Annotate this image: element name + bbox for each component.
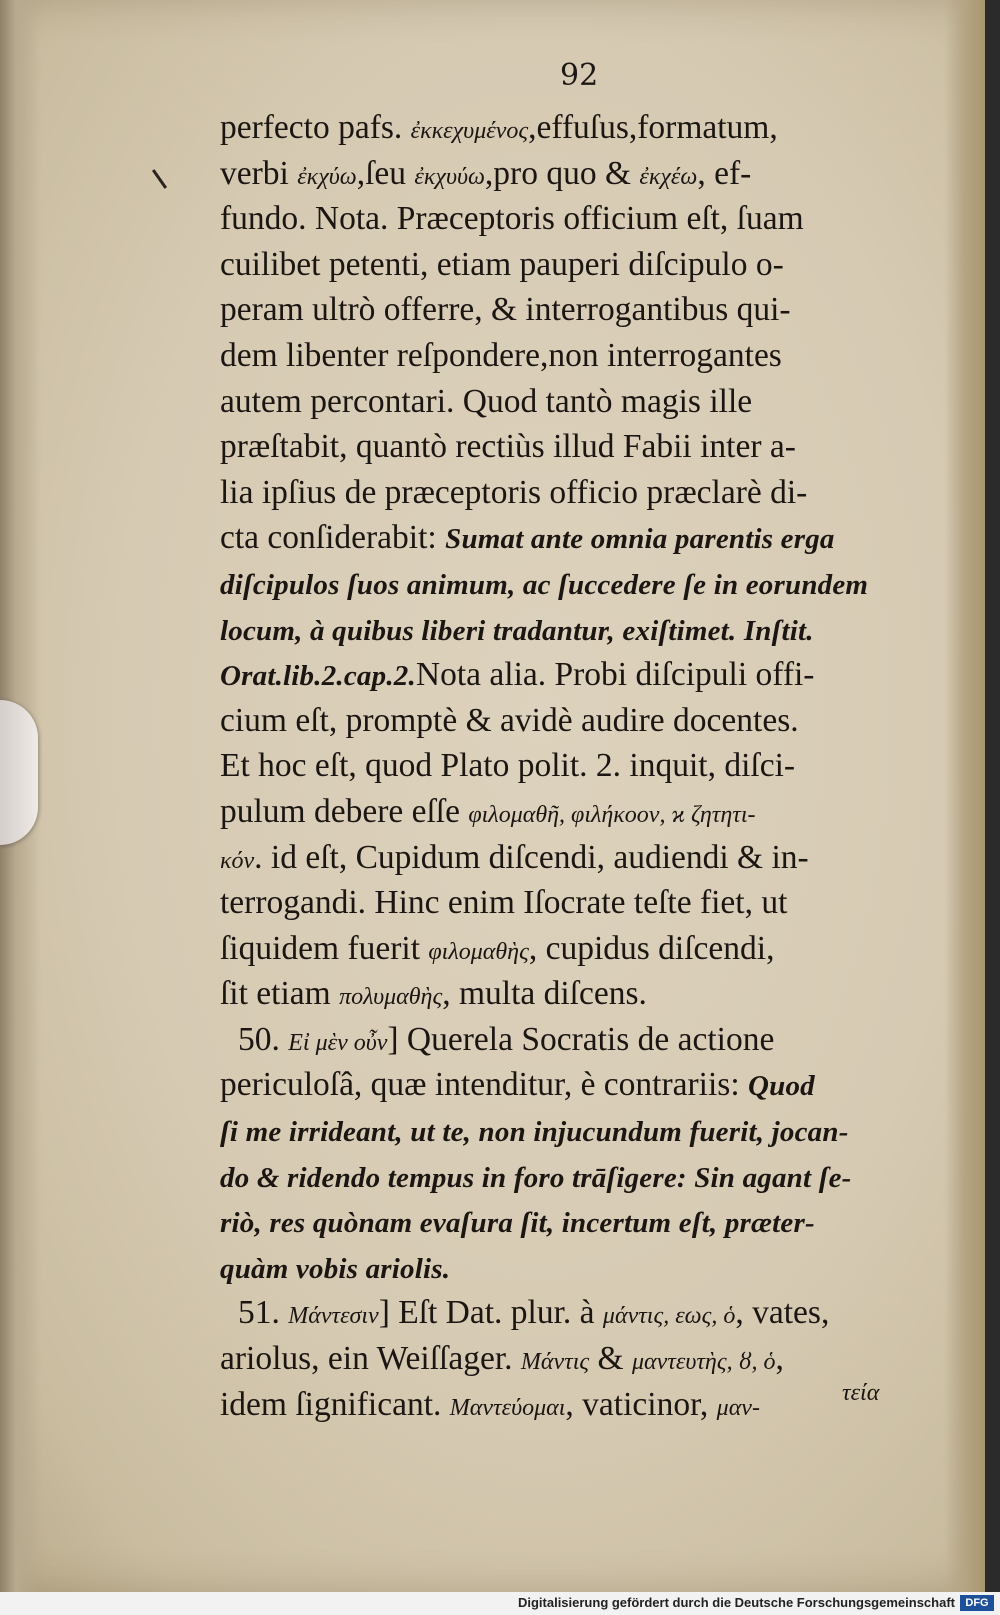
greek-text: φιλομαθῆ, φιλήκοον, ϰ ζητητι- [468, 801, 756, 828]
text-run: ſiquidem fuerit [220, 929, 429, 967]
text-line [220, 333, 935, 379]
text-run: idem ſignificant. [220, 1385, 450, 1423]
text-line [220, 105, 935, 151]
text-run: , ef- [697, 154, 752, 192]
text-line [220, 607, 935, 653]
greek-text: Μάντις [520, 1349, 590, 1376]
text-run: ] Querela Socratis de actione [387, 1020, 775, 1058]
footer-bar [0, 1592, 1000, 1615]
text-line [220, 470, 935, 516]
text-line [220, 561, 935, 607]
text-run: cuilibet petenti, etiam pauperi diſcipulo o- [220, 245, 784, 283]
text-run: ,ſeu [356, 154, 415, 192]
greek-text: Εἰ μὲν οὖν [288, 1029, 388, 1056]
text-run: autem percontari. Quod tantò magis ille [220, 382, 753, 420]
text-line [220, 926, 935, 972]
text-run: præſtabit, quantò rectiùs illud Fabii inter a- [220, 428, 796, 466]
text-line [220, 151, 935, 197]
text-run: Et hoc eſt, quod Plato polit. 2. inquit, diſci- [220, 747, 796, 785]
text-run: ,effuſus,formatum, [528, 109, 778, 146]
text-run: dem libenter reſpondere,non interrogantes [220, 336, 782, 374]
text-run: , vates, [735, 1294, 830, 1332]
italic-quote: quàm vobis ariolis. [220, 1252, 451, 1285]
text-line [220, 1017, 935, 1063]
text-run: , cupidus diſcendi, [528, 929, 775, 967]
text-run: fundo. Nota. Præceptoris officium eſt, ſuam [220, 200, 804, 238]
text-run: verbi [220, 154, 298, 192]
text-line [220, 1154, 935, 1200]
greek-text: κόν [220, 847, 255, 874]
text-run: . id eſt, Cupidum diſcendi, audiendi & in- [254, 838, 809, 876]
italic-quote: locum, à quibus liberi tradantur, exiſtimet. Inſtit. [220, 614, 814, 647]
text-run: , [775, 1340, 784, 1378]
italic-quote: riò, res quònam evaſura ſit, incertum eſt, præter- [220, 1207, 815, 1240]
text-run: lia ipſius de præceptoris officio præclarè di- [220, 473, 808, 511]
text-run: ariolus, ein Weiſſager. [220, 1340, 521, 1378]
page-edge [945, 0, 985, 1592]
greek-text: μαν- [716, 1394, 760, 1421]
greek-text: ἐκχέω [639, 163, 698, 190]
text-run: Nota alia. Probi diſcipuli offi- [415, 656, 815, 694]
greek-text: μάντις, εως, ὁ [602, 1303, 736, 1330]
text-run: ] Eſt Dat. plur. à [378, 1294, 603, 1332]
text-line [220, 242, 935, 288]
text-line [220, 379, 935, 425]
text-line [220, 1382, 935, 1428]
text-run: 51. [238, 1294, 289, 1332]
text-line [220, 1108, 935, 1154]
greek-text: Μάντεσιν [288, 1303, 379, 1330]
catchword: τεία [842, 1380, 880, 1406]
greek-text: φιλομαθὴς [428, 938, 529, 965]
text-run: pulum debere eſſe [220, 792, 469, 830]
italic-quote: do & ridendo tempus in foro trāſigere: Sin agant ſe- [220, 1161, 852, 1194]
text-run: , vaticinor, [565, 1385, 717, 1423]
dfg-logo: DFG [960, 1595, 994, 1611]
text-run: terrogandi. Hinc enim Iſocrate teſte fiet, ut [220, 884, 788, 922]
text-run: 50. [238, 1020, 289, 1058]
greek-text: Μαντεύομαι [449, 1394, 566, 1421]
text-line [220, 196, 935, 242]
body-text [220, 105, 935, 1427]
funding-credit: Digitalisierung gefördert durch die Deutsche Forschungsgemeinschaft [517, 1595, 955, 1610]
text-run: peram ultrò offerre, & interrogantibus qui- [220, 291, 791, 329]
greek-text: ἐκχύω [297, 163, 357, 190]
text-run: periculoſâ, quæ intenditur, è contrariis: [220, 1066, 749, 1104]
text-run: ſit etiam [220, 975, 340, 1013]
margin-mark [152, 169, 167, 189]
text-run: ,pro quo & [484, 154, 640, 192]
text-run: perfecto pafs. [220, 109, 411, 146]
text-line [220, 1290, 935, 1336]
text-line [220, 515, 935, 561]
text-line [220, 1062, 935, 1108]
italic-quote: diſcipulos ſuos animum, ac ſuccedere ſe in eorundem [220, 568, 869, 601]
text-line [220, 743, 935, 789]
text-run: & [589, 1340, 632, 1378]
page-number: 92 [560, 58, 599, 93]
text-line [220, 698, 935, 744]
greek-text: πολυμαθὴς [339, 984, 443, 1011]
greek-text: ἐκκεχυμένος [410, 118, 529, 144]
text-line [220, 789, 935, 835]
text-line [220, 424, 935, 470]
text-run: , multa diſcens. [442, 975, 647, 1013]
italic-quote: Sumat ante omnia parentis erga [445, 523, 835, 556]
text-line [220, 287, 935, 333]
page-clip [0, 700, 38, 845]
greek-text: ἐκχυύω [414, 163, 485, 190]
italic-quote: Quod [748, 1070, 815, 1103]
text-line [220, 880, 935, 926]
italic-quote: Orat.lib.2.cap.2. [220, 660, 416, 693]
text-line [220, 1245, 935, 1291]
greek-text: μαντευτὴς, ȣ, ὁ [631, 1349, 776, 1376]
text-line [220, 971, 935, 1017]
text-line [220, 1336, 935, 1382]
text-run: cium eſt, promptè & avidè audire docentes. [220, 701, 799, 739]
italic-quote: ſi me irrideant, ut te, non injucundum fuerit, jocan- [220, 1116, 849, 1149]
text-line [220, 652, 935, 698]
text-line [220, 835, 935, 881]
text-run: cta conſiderabit: [220, 519, 446, 557]
text-line [220, 1199, 935, 1245]
